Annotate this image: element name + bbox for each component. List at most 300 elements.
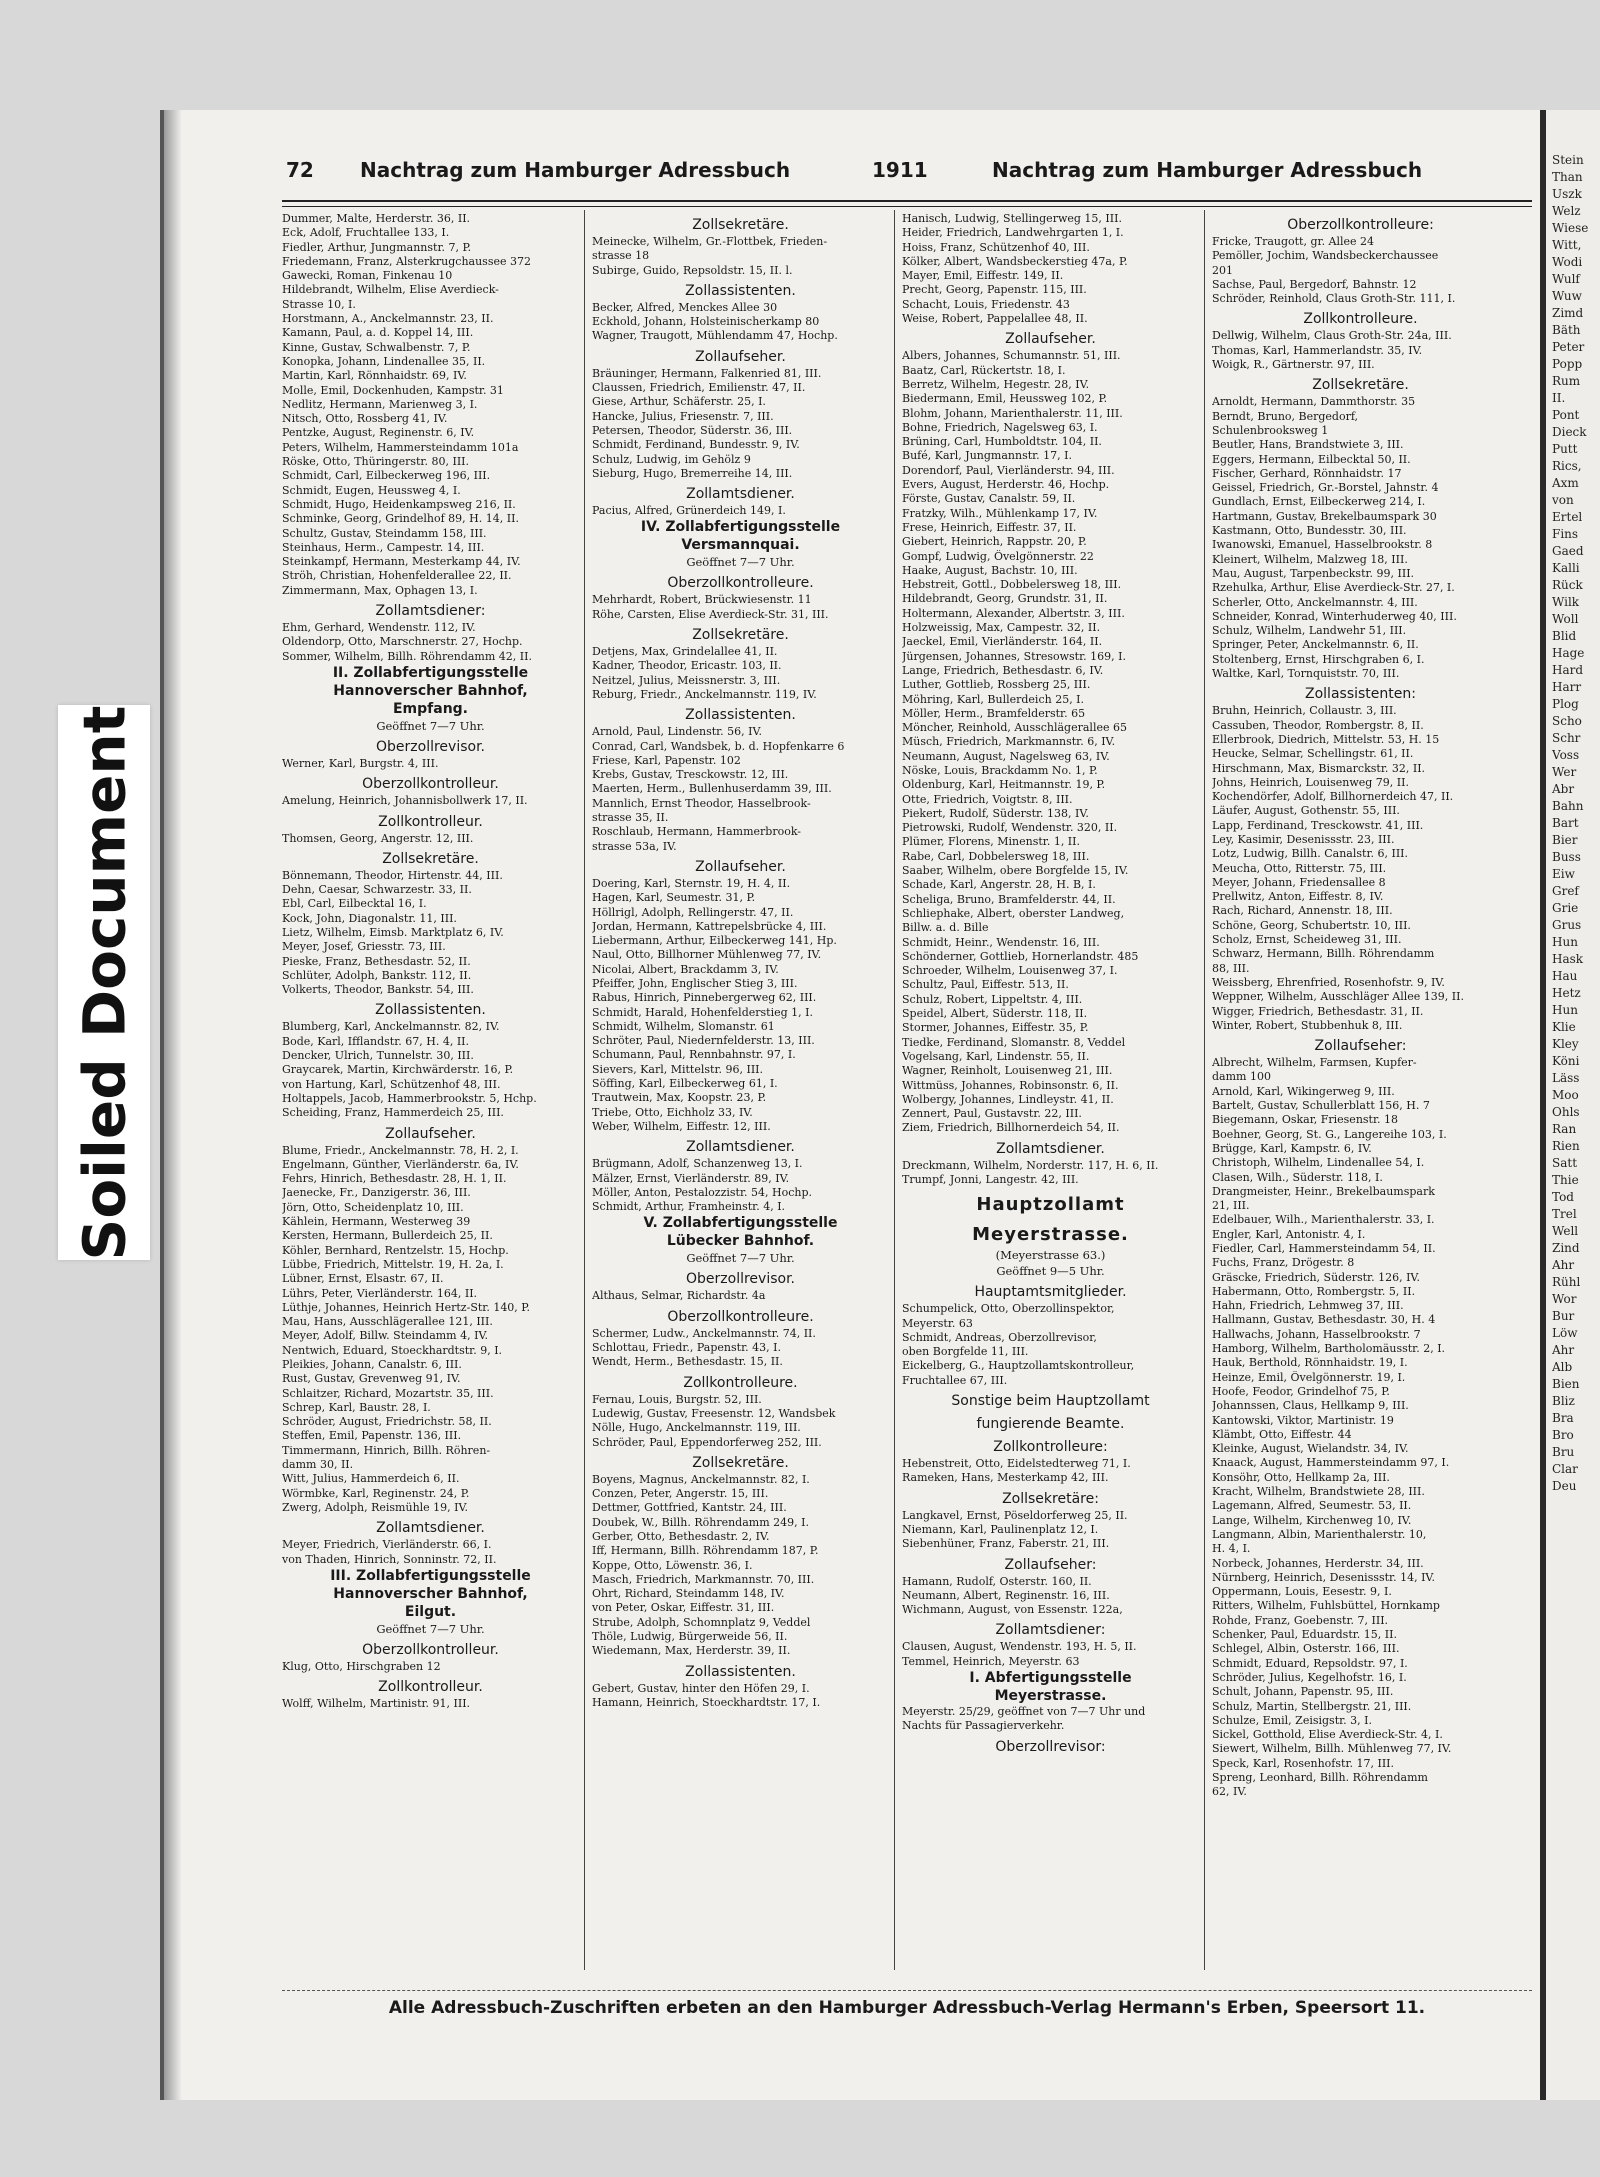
margin-fragment: Hun bbox=[1552, 1003, 1578, 1017]
directory-entry: Luther, Gottlieb, Rossberg 25, III. bbox=[902, 678, 1091, 692]
directory-entry: Bönnemann, Theodor, Hirtenstr. 44, III. bbox=[282, 868, 503, 882]
directory-entry: Hildebrandt, Georg, Grundstr. 31, II. bbox=[902, 592, 1108, 606]
directory-entry: Doubek, W., Billh. Röhrendamm 249, I. bbox=[592, 1515, 809, 1529]
margin-fragment: Ran bbox=[1552, 1122, 1577, 1136]
directory-entry: Schmidt, Arthur, Framheinstr. 4, I. bbox=[592, 1200, 786, 1214]
section-heading: Oberzollkontrolleure: bbox=[1287, 217, 1434, 233]
column-1 bbox=[282, 212, 579, 1982]
directory-entry: Vogelsang, Karl, Lindenstr. 55, II. bbox=[902, 1049, 1090, 1063]
directory-entry: Roschlaub, Hermann, Hammerbrook- bbox=[592, 825, 802, 839]
margin-fragment: Hun bbox=[1552, 935, 1578, 949]
directory-entry: Schröder, August, Friedrichstr. 58, II. bbox=[282, 1415, 492, 1429]
directory-entry: Witt, Julius, Hammerdeich 6, II. bbox=[282, 1472, 460, 1486]
directory-entry: Thöle, Ludwig, Bürgerweide 56, II. bbox=[592, 1630, 788, 1644]
section-heading: Zollamtsdiener: bbox=[375, 603, 486, 620]
directory-entry: Schwarz, Hermann, Billh. Röhrendamm bbox=[1212, 947, 1435, 961]
directory-entry: Mannlich, Ernst Theodor, Hasselbrook- bbox=[592, 796, 811, 810]
directory-entry: Hoiss, Franz, Schützenhof 40, III. bbox=[902, 240, 1090, 254]
directory-entry: Prellwitz, Anton, Eiffestr. 8, IV. bbox=[1212, 890, 1384, 904]
directory-entry: Edelbauer, Wilh., Marienthalerstr. 33, I. bbox=[1212, 1213, 1435, 1227]
directory-entry: Blumberg, Karl, Anckelmannstr. 82, IV. bbox=[282, 1020, 500, 1034]
margin-fragment: Buss bbox=[1552, 850, 1581, 864]
directory-entry: Graycarek, Martin, Kirchwärderstr. 16, P. bbox=[282, 1063, 514, 1077]
directory-entry: Kinne, Gustav, Schwalbenstr. 7, P. bbox=[282, 340, 471, 354]
directory-entry: Jaenecke, Fr., Danzigerstr. 36, III. bbox=[282, 1186, 471, 1200]
directory-entry: Kleinke, August, Wielandstr. 34, IV. bbox=[1212, 1442, 1409, 1456]
directory-entry: Liebermann, Arthur, Eilbeckerweg 141, Hp. bbox=[592, 934, 837, 948]
margin-fragment: Eiw bbox=[1552, 867, 1575, 881]
directory-entry: Pacius, Alfred, Grünerdeich 149, I. bbox=[592, 504, 786, 518]
directory-entry: Jürgensen, Johannes, Stresowstr. 169, I. bbox=[902, 649, 1126, 663]
section-heading: Zollsekretäre. bbox=[692, 1454, 789, 1471]
section-heading: Oberzollkontrolleure. bbox=[667, 1308, 814, 1325]
directory-entry: Klämbt, Otto, Eiffestr. 44 bbox=[1212, 1427, 1352, 1441]
directory-entry: Temmel, Heinrich, Meyerstr. 63 bbox=[902, 1654, 1080, 1668]
directory-entry: Schulz, Wilhelm, Landwehr 51, III. bbox=[1212, 624, 1407, 638]
directory-entry: Lüthje, Johannes, Heinrich Hertz-Str. 140, P. bbox=[282, 1300, 530, 1314]
margin-fragment: Peter bbox=[1552, 340, 1585, 354]
directory-entry: Kleinert, Wilhelm, Malzweg 18, III. bbox=[1212, 552, 1408, 566]
directory-entry: Möncher, Reinhold, Ausschlägerallee 65 bbox=[902, 721, 1127, 735]
directory-entry: Hallwachs, Johann, Hasselbrookstr. 7 bbox=[1212, 1327, 1421, 1341]
directory-entry: Doering, Karl, Sternstr. 19, H. 4, II. bbox=[592, 876, 791, 890]
directory-entry: Subirge, Guido, Repsoldstr. 15, II. l. bbox=[592, 263, 793, 277]
directory-entry: Norbeck, Johannes, Herderstr. 34, III. bbox=[1212, 1556, 1424, 1570]
directory-entry: Dellwig, Wilhelm, Claus Groth-Str. 24a, III. bbox=[1212, 329, 1452, 343]
margin-fragment: Ohls bbox=[1552, 1105, 1580, 1119]
margin-fragment: Hau bbox=[1552, 969, 1578, 983]
directory-entry: Rzehulka, Arthur, Elise Averdieck-Str. 27, I. bbox=[1212, 581, 1455, 595]
directory-entry: Schliephake, Albert, oberster Landweg, bbox=[902, 906, 1125, 920]
office-subtitle: Geöffnet 7—7 Uhr. bbox=[686, 1251, 795, 1266]
directory-entry: Masch, Friedrich, Markmannstr. 70, III. bbox=[592, 1572, 815, 1586]
directory-entry: Schulenbrooksweg 1 bbox=[1212, 423, 1329, 437]
office-title: Meyerstrasse. bbox=[972, 1224, 1129, 1246]
directory-entry: Volkerts, Theodor, Bankstr. 54, III. bbox=[282, 983, 474, 997]
directory-entry: Kantowski, Viktor, Martinistr. 19 bbox=[1212, 1413, 1394, 1427]
directory-entry: Lotz, Ludwig, Billh. Canalstr. 6, III. bbox=[1212, 847, 1409, 861]
margin-fragment: Bliz bbox=[1552, 1394, 1575, 1408]
office-title: Hannoverscher Bahnhof, bbox=[333, 1585, 528, 1602]
directory-entry: Drangmeister, Heinr., Brekelbaumspark bbox=[1212, 1184, 1435, 1198]
section-heading: Zollkontrolleur. bbox=[378, 1679, 483, 1696]
margin-fragment: Rück bbox=[1552, 578, 1583, 592]
directory-entry: Blume, Friedr., Anckelmannstr. 78, H. 2, I. bbox=[282, 1143, 519, 1157]
directory-entry: Heucke, Selmar, Schellingstr. 61, II. bbox=[1212, 747, 1414, 761]
directory-entry: 201 bbox=[1212, 263, 1233, 277]
directory-entry: Eggers, Hermann, Eilbecktal 50, II. bbox=[1212, 452, 1411, 466]
directory-entry: Rohde, Franz, Goebenstr. 7, III. bbox=[1212, 1613, 1389, 1627]
office-title: Hannoverscher Bahnhof, bbox=[333, 682, 528, 699]
directory-entry: Speck, Karl, Rosenhofstr. 17, III. bbox=[1212, 1756, 1395, 1770]
margin-fragment: Hask bbox=[1552, 952, 1584, 966]
directory-entry: Engelmann, Günther, Vierländerstr. 6a, IV. bbox=[282, 1157, 519, 1171]
directory-entry: Frese, Heinrich, Eiffestr. 37, II. bbox=[902, 520, 1077, 534]
directory-entry: Fernau, Louis, Burgstr. 52, III. bbox=[592, 1392, 762, 1406]
directory-entry: Brügmann, Adolf, Schanzenweg 13, I. bbox=[592, 1157, 803, 1171]
directory-entry: Winter, Robert, Stubbenhuk 8, III. bbox=[1212, 1018, 1403, 1032]
directory-entry: Schmidt, Carl, Eilbeckerweg 196, III. bbox=[282, 469, 491, 483]
directory-entry: Wolbergy, Johannes, Lindleystr. 41, II. bbox=[902, 1092, 1114, 1106]
directory-entry: Spreng, Leonhard, Billh. Röhrendamm bbox=[1212, 1770, 1428, 1784]
margin-fragment: Dieck bbox=[1552, 425, 1587, 439]
directory-entry: Meyer, Friedrich, Vierländerstr. 66, I. bbox=[282, 1538, 492, 1552]
directory-entry: Hahn, Friedrich, Lehmweg 37, III. bbox=[1212, 1299, 1404, 1313]
directory-entry: Arnold, Paul, Lindenstr. 56, IV. bbox=[592, 725, 763, 739]
directory-entry: Schmidt, Harald, Hohenfelderstieg 1, I. bbox=[592, 1005, 813, 1019]
directory-entry: Giebert, Heinrich, Rappstr. 20, P. bbox=[902, 535, 1087, 549]
directory-entry: Amelung, Heinrich, Johannisbollwerk 17, II. bbox=[282, 794, 528, 808]
margin-fragment: Pont bbox=[1552, 408, 1580, 422]
margin-fragment: Gref bbox=[1552, 884, 1579, 898]
directory-entry: Steinhaus, Herm., Campestr. 14, III. bbox=[282, 540, 485, 554]
directory-entry: Clausen, August, Wendenstr. 193, H. 5, II. bbox=[902, 1640, 1137, 1654]
directory-entry: Ley, Kasimir, Desenissstr. 23, III. bbox=[1212, 832, 1395, 846]
margin-fragment: Welz bbox=[1552, 204, 1581, 218]
margin-fragment: Rien bbox=[1552, 1139, 1580, 1153]
directory-entry: Zimmermann, Max, Ophagen 13, I. bbox=[282, 583, 478, 597]
directory-entry: Conrad, Carl, Wandsbek, b. d. Hopfenkarre 6 bbox=[592, 739, 845, 753]
office-title: III. Zollabfertigungsstelle bbox=[330, 1567, 531, 1584]
directory-entry: Nachts für Passagierverkehr. bbox=[902, 1719, 1065, 1733]
section-heading: Zollsekretäre. bbox=[382, 850, 479, 867]
directory-entry: Holtermann, Alexander, Albertstr. 3, III. bbox=[902, 606, 1125, 620]
directory-entry: Stoltenberg, Ernst, Hirschgraben 6, I. bbox=[1212, 652, 1425, 666]
directory-entry: Weise, Robert, Pappelallee 48, II. bbox=[902, 312, 1088, 326]
margin-fragment: Woll bbox=[1552, 612, 1579, 626]
directory-entry: Molle, Emil, Dockenhuden, Kampstr. 31 bbox=[282, 383, 504, 397]
section-heading: Sonstige beim Hauptzollamt bbox=[951, 1393, 1150, 1410]
directory-entry: Läufer, August, Gothenstr. 55, III. bbox=[1212, 804, 1400, 818]
directory-entry: Hagen, Karl, Seumestr. 31, P. bbox=[592, 891, 756, 905]
directory-entry: Trautwein, Max, Koopstr. 23, P. bbox=[592, 1091, 767, 1105]
directory-entry: Fehrs, Hinrich, Bethesdastr. 28, H. 1, II. bbox=[282, 1172, 507, 1186]
directory-entry: Iff, Hermann, Billh. Röhrendamm 187, P. bbox=[592, 1544, 819, 1558]
section-heading: Zollamtsdiener. bbox=[686, 486, 795, 503]
directory-entry: Schult, Johann, Papenstr. 95, III. bbox=[1212, 1685, 1394, 1699]
directory-entry: Schumpelick, Otto, Oberzollinspektor, bbox=[902, 1302, 1115, 1316]
directory-entry: Wichmann, August, von Essenstr. 122a, bbox=[902, 1603, 1123, 1617]
page-footer: Alle Adressbuch-Zuschriften erbeten an den Hamburger Adressbuch-Verlag Hermann's Erben, Speersort 11. bbox=[388, 1998, 1426, 2018]
directory-entry: Schrep, Karl, Baustr. 28, I. bbox=[282, 1400, 431, 1414]
directory-entry: Engler, Karl, Antonistr. 4, I. bbox=[1212, 1227, 1366, 1241]
directory-entry: Schultz, Gustav, Steindamm 158, III. bbox=[282, 526, 487, 540]
section-heading: Oberzollkontrolleure. bbox=[667, 575, 814, 592]
directory-entry: Piekert, Rudolf, Süderstr. 138, IV. bbox=[902, 806, 1089, 820]
margin-fragment: Axm bbox=[1552, 476, 1579, 490]
section-heading: Zollkontrolleur. bbox=[378, 813, 483, 830]
directory-entry: Fuchs, Franz, Drögestr. 8 bbox=[1212, 1256, 1355, 1270]
directory-entry: Kählein, Hermann, Westerweg 39 bbox=[282, 1215, 471, 1229]
soiled-document-label: Soiled Document bbox=[58, 705, 150, 1260]
header-rule bbox=[282, 200, 1532, 207]
directory-entry: Gundlach, Ernst, Eilbeckerweg 214, I. bbox=[1212, 495, 1426, 509]
directory-entry: Giese, Arthur, Schäferstr. 25, I. bbox=[592, 395, 766, 409]
directory-entry: Neumann, Albert, Reginenstr. 16, III. bbox=[902, 1588, 1110, 1602]
directory-entry: Bräuninger, Hermann, Falkenried 81, III. bbox=[592, 366, 822, 380]
margin-fragment: Rum bbox=[1552, 374, 1581, 388]
directory-entry: Meyer, Josef, Griesstr. 73, III. bbox=[282, 940, 446, 954]
directory-entry: 62, IV. bbox=[1212, 1785, 1247, 1799]
section-heading: Zollsekretäre. bbox=[692, 627, 789, 644]
margin-fragment: Well bbox=[1552, 1224, 1579, 1238]
right-running-title: Nachtrag zum Hamburger Adressbuch bbox=[992, 158, 1423, 182]
directory-entry: Werner, Karl, Burgstr. 4, III. bbox=[282, 756, 439, 770]
directory-entry: Sachse, Paul, Bergedorf, Bahnstr. 12 bbox=[1212, 277, 1417, 291]
directory-entry: Fricke, Traugott, gr. Allee 24 bbox=[1212, 235, 1375, 248]
directory-entry: Ehm, Gerhard, Wendenstr. 112, IV. bbox=[282, 621, 476, 635]
column-3 bbox=[902, 212, 1199, 1982]
directory-entry: Schlegel, Albin, Osterstr. 166, III. bbox=[1212, 1642, 1400, 1656]
section-heading: Oberzollrevisor. bbox=[376, 738, 485, 755]
margin-fragment: Bier bbox=[1552, 833, 1578, 847]
margin-fragment: Rühl bbox=[1552, 1275, 1581, 1289]
directory-entry: Otte, Friedrich, Voigtstr. 8, III. bbox=[902, 792, 1073, 806]
directory-entry: Lagemann, Alfred, Seumestr. 53, II. bbox=[1212, 1499, 1412, 1513]
directory-entry: Billw. a. d. Bille bbox=[902, 921, 989, 935]
directory-entry: damm 100 bbox=[1212, 1070, 1271, 1084]
section-heading: Zollaufseher. bbox=[385, 1125, 476, 1142]
section-heading: Zollkontrolleure. bbox=[1303, 311, 1418, 328]
directory-entry: Strube, Adolph, Schomnplatz 9, Veddel bbox=[592, 1615, 811, 1629]
directory-entry: Dreckmann, Wilhelm, Norderstr. 117, H. 6, II. bbox=[902, 1158, 1159, 1172]
directory-entry: Petersen, Theodor, Süderstr. 36, III. bbox=[592, 423, 793, 437]
margin-fragment: Grie bbox=[1552, 901, 1579, 915]
margin-fragment: Bru bbox=[1552, 1445, 1575, 1459]
directory-entry: Langmann, Albin, Marienthalerstr. 10, bbox=[1212, 1527, 1427, 1541]
office-subtitle: Geöffnet 7—7 Uhr. bbox=[686, 555, 795, 570]
directory-entry: Steinkampf, Hermann, Mesterkamp 44, IV. bbox=[282, 555, 521, 569]
directory-entry: strasse 53a, IV. bbox=[592, 839, 677, 853]
directory-entry: Jordan, Hermann, Kattrepelsbrücke 4, III. bbox=[592, 919, 827, 933]
directory-entry: Neumann, August, Nagelsweg 63, IV. bbox=[902, 749, 1110, 763]
directory-entry: Christoph, Wilhelm, Lindenallee 54, I. bbox=[1212, 1156, 1425, 1170]
directory-entry: Precht, Georg, Papenstr. 115, III. bbox=[902, 283, 1087, 297]
directory-entry: Plümer, Florens, Minenstr. 1, II. bbox=[902, 835, 1080, 849]
margin-fragment: Thie bbox=[1552, 1173, 1579, 1187]
directory-entry: Klug, Otto, Hirschgraben 12 bbox=[282, 1659, 441, 1673]
directory-entry: Nentwich, Eduard, Stoeckhardtstr. 9, I. bbox=[282, 1343, 503, 1357]
margin-fragment: Zind bbox=[1552, 1241, 1580, 1255]
directory-entry: Kersten, Hermann, Bullerdeich 25, II. bbox=[282, 1229, 493, 1243]
directory-entry: Schmidt, Andreas, Oberzollrevisor, bbox=[902, 1330, 1097, 1344]
directory-entry: von Hartung, Karl, Schützenhof 48, III. bbox=[282, 1077, 501, 1091]
directory-entry: Müsch, Friedrich, Markmannstr. 6, IV. bbox=[902, 735, 1116, 749]
directory-entry: Iwanowski, Emanuel, Hasselbrookstr. 8 bbox=[1212, 538, 1433, 552]
left-running-title: Nachtrag zum Hamburger Adressbuch bbox=[360, 158, 791, 182]
directory-entry: Hebstreit, Gottl., Dobbelersweg 18, III. bbox=[902, 578, 1122, 592]
column-4 bbox=[1212, 212, 1509, 1982]
margin-fragment: Wor bbox=[1552, 1292, 1577, 1306]
directory-entry: Mau, Hans, Ausschlägerallee 121, III. bbox=[282, 1315, 493, 1329]
directory-entry: Baatz, Carl, Rückertstr. 18, I. bbox=[902, 363, 1066, 377]
margin-fragment: Clar bbox=[1552, 1462, 1578, 1476]
office-title: Eilgut. bbox=[404, 1603, 457, 1620]
directory-entry: 88, III. bbox=[1212, 961, 1250, 975]
directory-entry: Cassuben, Theodor, Rombergstr. 8, II. bbox=[1212, 718, 1424, 732]
section-heading: Zollamtsdiener. bbox=[686, 1139, 795, 1156]
directory-entry: Meyer, Johann, Friedensallee 8 bbox=[1212, 875, 1386, 889]
margin-fragment: Putt bbox=[1552, 442, 1578, 456]
directory-entry: Thomas, Karl, Hammerlandstr. 35, IV. bbox=[1212, 343, 1423, 357]
directory-entry: Möller, Herm., Bramfelderstr. 65 bbox=[902, 706, 1086, 720]
directory-entry: Jörn, Otto, Scheidenplatz 10, III. bbox=[282, 1200, 464, 1214]
directory-entry: Tiedke, Ferdinand, Slomanstr. 8, Veddel bbox=[902, 1035, 1126, 1049]
directory-entry: Koppe, Otto, Löwenstr. 36, I. bbox=[592, 1558, 753, 1572]
margin-fragment: Wilk bbox=[1552, 595, 1580, 609]
directory-entry: Röhe, Carsten, Elise Averdieck-Str. 31, III. bbox=[592, 607, 829, 621]
margin-fragment: Ahr bbox=[1552, 1343, 1575, 1357]
directory-entry: Hirschmann, Max, Bismarckstr. 32, II. bbox=[1212, 761, 1426, 775]
directory-entry: Conzen, Peter, Angerstr. 15, III. bbox=[592, 1487, 769, 1501]
directory-entry: Siewert, Wilhelm, Billh. Mühlenweg 77, IV. bbox=[1212, 1742, 1452, 1756]
office-subtitle: Geöffnet 7—7 Uhr. bbox=[376, 1621, 485, 1636]
directory-entry: Bufé, Karl, Jungmannstr. 17, I. bbox=[902, 449, 1073, 463]
directory-entry: Kock, John, Diagonalstr. 11, III. bbox=[282, 911, 457, 925]
directory-entry: Schulz, Ludwig, im Gehölz 9 bbox=[592, 452, 751, 466]
office-title: Lübecker Bahnhof. bbox=[666, 1233, 815, 1250]
directory-entry: Jaeckel, Emil, Vierländerstr. 164, II. bbox=[902, 635, 1103, 649]
section-heading: Zollassistenten. bbox=[685, 1663, 796, 1680]
column-divider bbox=[584, 210, 585, 1970]
directory-entry: Wagner, Reinholt, Louisenweg 21, III. bbox=[902, 1064, 1113, 1078]
directory-entry: Ludewig, Gustav, Freesenstr. 12, Wandsbek bbox=[592, 1406, 836, 1420]
section-heading: Hauptamtsmitglieder. bbox=[974, 1284, 1127, 1301]
directory-entry: Dencker, Ulrich, Tunnelstr. 30, III. bbox=[282, 1049, 474, 1063]
section-heading: Zollamtsdiener. bbox=[996, 1140, 1105, 1157]
directory-entry: Bohne, Friedrich, Nagelsweg 63, I. bbox=[902, 420, 1098, 434]
office-title: Meyerstrasse. bbox=[994, 1688, 1107, 1705]
directory-entry: Neitzel, Julius, Meissnerstr. 3, III. bbox=[592, 673, 781, 687]
directory-entry: Rabe, Carl, Dobbelersweg 18, III. bbox=[902, 849, 1090, 863]
directory-entry: Kölker, Albert, Wandsbeckerstieg 47a, P. bbox=[902, 254, 1128, 268]
margin-fragment: Bart bbox=[1552, 816, 1579, 830]
directory-entry: Scheliga, Bruno, Bramfelderstr. 44, II. bbox=[902, 892, 1116, 906]
directory-entry: Bruhn, Heinrich, Collaustr. 3, III. bbox=[1212, 704, 1397, 718]
directory-entry: Schöne, Georg, Schubertstr. 10, III. bbox=[1212, 918, 1411, 932]
margin-fragment: Wodi bbox=[1552, 255, 1583, 269]
directory-entry: Meyerstr. 25/29, geöffnet von 7—7 Uhr und bbox=[902, 1705, 1146, 1719]
section-heading: Zollassistenten. bbox=[375, 1002, 486, 1019]
directory-entry: Hamann, Rudolf, Osterstr. 160, II. bbox=[902, 1574, 1092, 1588]
directory-entry: Mayer, Emil, Eiffestr. 149, II. bbox=[902, 269, 1064, 283]
directory-entry: Ziem, Friedrich, Billhornerdeich 54, II. bbox=[902, 1121, 1120, 1135]
directory-entry: Schulz, Martin, Stellbergstr. 21, III. bbox=[1212, 1699, 1412, 1713]
directory-entry: Hebenstreit, Otto, Eidelstedterweg 71, I. bbox=[902, 1457, 1131, 1471]
directory-entry: Höllrigl, Adolph, Rellingerstr. 47, II. bbox=[592, 905, 794, 919]
directory-entry: Schultz, Paul, Eiffestr. 513, II. bbox=[902, 978, 1069, 992]
directory-entry: Siebenhüner, Franz, Faberstr. 21, III. bbox=[902, 1537, 1110, 1551]
directory-entry: Hildebrandt, Wilhelm, Elise Averdieck- bbox=[282, 283, 499, 297]
directory-entry: Lange, Wilhelm, Kirchenweg 10, IV. bbox=[1212, 1513, 1412, 1527]
margin-fragment: Than bbox=[1552, 170, 1583, 184]
margin-fragment: Uszk bbox=[1552, 187, 1582, 201]
directory-entry: Schroeder, Wilhelm, Louisenweg 37, I. bbox=[902, 964, 1118, 978]
directory-entry: Gebert, Gustav, hinter den Höfen 29, I. bbox=[592, 1681, 810, 1695]
directory-entry: Weber, Wilhelm, Eiffestr. 12, III. bbox=[592, 1119, 771, 1133]
section-heading: Zollsekretäre: bbox=[1002, 1490, 1099, 1507]
directory-entry: Friedemann, Franz, Alsterkrugchaussee 372 bbox=[282, 254, 531, 268]
section-heading: Oberzollrevisor. bbox=[686, 1271, 795, 1288]
directory-entry: strasse 35, II. bbox=[592, 811, 669, 825]
footer-rule bbox=[282, 1990, 1532, 1991]
section-heading: Zollamtsdiener: bbox=[995, 1622, 1106, 1639]
page-number: 72 bbox=[286, 158, 314, 182]
section-heading: Zollassistenten. bbox=[685, 282, 796, 299]
directory-entry: Beutler, Hans, Brandstwiete 3, III. bbox=[1212, 438, 1404, 452]
directory-entry: Reburg, Friedr., Anckelmannstr. 119, IV. bbox=[592, 687, 817, 701]
directory-entry: Brügge, Karl, Kampstr. 6, IV. bbox=[1212, 1141, 1372, 1155]
directory-entry: strasse 18 bbox=[592, 249, 650, 263]
directory-entry: Hamborg, Wilhelm, Bartholomäusstr. 2, I. bbox=[1212, 1342, 1446, 1356]
directory-entry: Johns, Heinrich, Louisenweg 79, II. bbox=[1212, 775, 1409, 789]
directory-entry: Biedermann, Emil, Heussweg 102, P. bbox=[902, 392, 1108, 406]
directory-entry: Wigger, Friedrich, Bethesdastr. 31, II. bbox=[1212, 1004, 1424, 1018]
directory-entry: Hanisch, Ludwig, Stellingerweg 15, III. bbox=[902, 212, 1122, 225]
section-heading: Oberzollkontrolleur. bbox=[362, 776, 499, 793]
directory-entry: Oldenburg, Karl, Heitmannstr. 19, P. bbox=[902, 778, 1106, 792]
column-divider bbox=[894, 210, 895, 1970]
directory-entry: Schneider, Konrad, Winterhuderweg 40, III. bbox=[1212, 609, 1457, 623]
directory-entry: Konopka, Johann, Lindenallee 35, II. bbox=[282, 354, 486, 368]
directory-entry: Weissberg, Ehrenfried, Rosenhofstr. 9, IV. bbox=[1212, 975, 1445, 989]
directory-entry: Ellerbrook, Diedrich, Mittelstr. 53, H. 15 bbox=[1212, 732, 1440, 746]
directory-entry: Eickelberg, G., Hauptzollamtskontrolleur, bbox=[902, 1359, 1135, 1373]
directory-entry: Pietrowski, Rudolf, Wendenstr. 320, II. bbox=[902, 821, 1118, 835]
directory-entry: Nürnberg, Heinrich, Desenissstr. 14, IV. bbox=[1212, 1570, 1435, 1584]
directory-entry: Eckhold, Johann, Holsteinischerkamp 80 bbox=[592, 315, 820, 329]
directory-entry: Sievers, Karl, Mittelstr. 96, III. bbox=[592, 1062, 764, 1076]
section-heading: Zollaufseher: bbox=[1314, 1038, 1407, 1055]
margin-fragment: Grus bbox=[1552, 918, 1582, 932]
directory-entry: Hauk, Berthold, Rönnhaidstr. 19, I. bbox=[1212, 1356, 1408, 1370]
directory-entry: Sickel, Gotthold, Elise Averdieck-Str. 4, I. bbox=[1212, 1728, 1443, 1742]
column-2 bbox=[592, 212, 889, 1982]
directory-entry: Schröder, Paul, Eppendorferweg 252, III. bbox=[592, 1435, 822, 1449]
directory-entry: Dettmer, Gottfried, Kantstr. 24, III. bbox=[592, 1501, 787, 1515]
directory-entry: Detjens, Max, Grindelallee 41, II. bbox=[592, 645, 778, 659]
margin-fragment: Bahn bbox=[1552, 799, 1584, 813]
directory-entry: Nöske, Louis, Brackdamm No. 1, P. bbox=[902, 763, 1098, 777]
office-title: V. Zollabfertigungsstelle bbox=[643, 1215, 838, 1232]
office-subtitle: (Meyerstrasse 63.) bbox=[995, 1248, 1106, 1263]
office-title: Versmannquai. bbox=[681, 537, 800, 554]
directory-entry: Nicolai, Albert, Brackdamm 3, IV. bbox=[592, 962, 779, 976]
directory-entry: Gompf, Ludwig, Övelgönnerstr. 22 bbox=[902, 549, 1094, 563]
directory-entry: Möller, Anton, Pestalozzistr. 54, Hochp. bbox=[592, 1185, 813, 1199]
directory-entry: Lührs, Peter, Vierländerstr. 164, II. bbox=[282, 1286, 478, 1300]
directory-entry: Schmidt, Wilhelm, Slomanstr. 61 bbox=[592, 1019, 775, 1033]
directory-entry: Gräscke, Friedrich, Süderstr. 126, IV. bbox=[1212, 1270, 1420, 1284]
office-title: II. Zollabfertigungsstelle bbox=[332, 664, 529, 681]
directory-entry: Horstmann, A., Anckelmannstr. 23, II. bbox=[282, 312, 494, 326]
section-heading: Zollassistenten. bbox=[685, 707, 796, 724]
directory-entry: Wendt, Herm., Bethesdastr. 15, II. bbox=[592, 1355, 783, 1369]
margin-fragment: Scho bbox=[1552, 714, 1582, 728]
margin-fragment: Trel bbox=[1552, 1207, 1577, 1221]
margin-fragment: Hard bbox=[1552, 663, 1584, 677]
directory-entry: Fischer, Gerhard, Rönnhaidstr. 17 bbox=[1212, 466, 1402, 480]
directory-entry: Kamann, Paul, a. d. Koppel 14, III. bbox=[282, 326, 474, 340]
margin-fragment: Bäth bbox=[1552, 323, 1581, 337]
page-header bbox=[282, 158, 1532, 192]
directory-entry: Schade, Karl, Angerstr. 28, H. B, I. bbox=[902, 878, 1096, 892]
directory-entry: Ebl, Carl, Eilbecktal 16, I. bbox=[282, 897, 427, 911]
directory-entry: Kadner, Theodor, Ericastr. 103, II. bbox=[592, 659, 782, 673]
directory-entry: Gawecki, Roman, Finkenau 10 bbox=[282, 269, 453, 283]
directory-entry: Schlüter, Adolph, Bankstr. 112, II. bbox=[282, 968, 472, 982]
directory-entry: Rust, Gustav, Grevenweg 91, IV. bbox=[282, 1372, 461, 1386]
